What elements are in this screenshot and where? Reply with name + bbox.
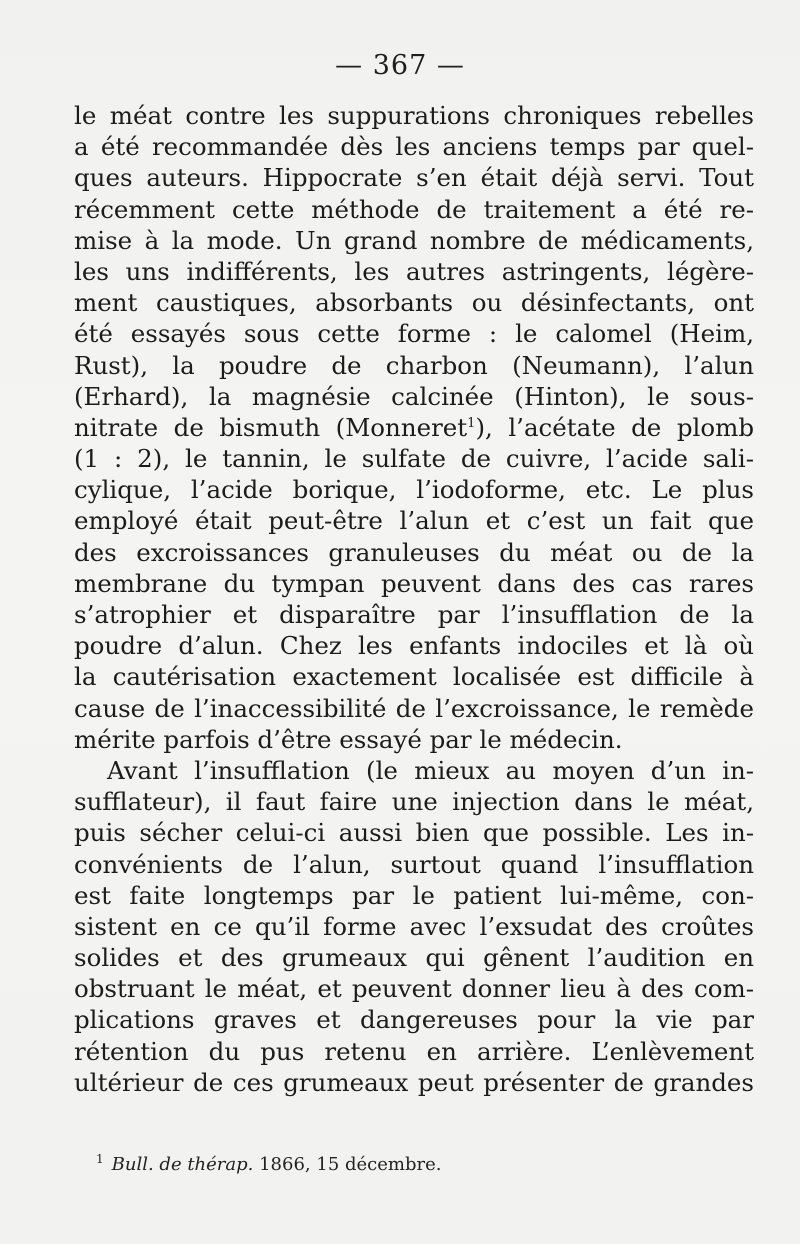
text-segment: nitrate de bismuth (Monneret	[74, 412, 468, 442]
text-line: Rust), la poudre de charbon (Neumann), l’alun	[74, 350, 754, 380]
text-line: ques auteurs. Hippocrate s’en était déjà servi. Tout	[74, 163, 754, 193]
text-line: les uns indifférents, les autres astringents, légère-	[74, 256, 754, 286]
footnote	[96, 1152, 441, 1175]
text-line-paragraph-end: mérite parfois d’être essayé par le médecin.	[74, 724, 623, 754]
text-line: plications graves et dangereuses pour la vie par	[74, 1005, 754, 1035]
text-line: sufflateur), il faut faire une injection dans le méat,	[74, 787, 754, 817]
text-line: cause de l’inaccessibilité de l’excroissance, le remède	[74, 693, 754, 723]
text-line: récemment cette méthode de traitement a été re-	[74, 194, 754, 224]
body-text	[74, 100, 754, 1098]
text-line: ment caustiques, absorbants ou désinfectants, ont	[74, 288, 754, 318]
text-line-with-note	[74, 412, 754, 443]
text-line: membrane du tympan peuvent dans des cas rares	[74, 568, 754, 598]
text-line: employé était peut-être l’alun et c’est un fait que	[74, 506, 754, 536]
text-line: mise à la mode. Un grand nombre de médicaments,	[74, 225, 754, 255]
text-line: cylique, l’acide borique, l’iodoforme, etc. Le plus	[74, 475, 754, 505]
text-line-paragraph-start: Avant l’insufflation (le mieux au moyen d’un in-	[107, 755, 754, 785]
text-line: convénients de l’alun, surtout quand l’insufflation	[74, 849, 754, 879]
footnote-date: 1866, 15 décembre.	[259, 1154, 442, 1175]
text-line: ultérieur de ces grumeaux peut présenter de grandes	[74, 1067, 754, 1097]
text-line: s’atrophier et disparaître par l’insufflation de la	[74, 600, 754, 629]
text-line: poudre d’alun. Chez les enfants indociles et là où	[74, 631, 754, 661]
footnote-reference: 1	[467, 415, 476, 431]
text-line: solides et des grumeaux qui gênent l’audition en	[74, 943, 754, 973]
text-line: (Erhard), la magnésie calcinée (Hinton), le sous-	[74, 381, 754, 411]
footnote-journal: Bull. de thérap.	[111, 1154, 254, 1175]
page-number: — 367 —	[335, 50, 465, 81]
text-line: puis sécher celui-ci aussi bien que possible. Les in-	[74, 818, 754, 848]
text-line: la cautérisation exactement localisée est difficile à	[74, 662, 754, 692]
text-line: (1 : 2), le tannin, le sulfate de cuivre, l’acide sali-	[74, 444, 754, 474]
text-line: a été recommandée dès les anciens temps par quel-	[74, 132, 754, 162]
text-line: rétention du pus retenu en arrière. L’enlèvement	[74, 1036, 754, 1066]
text-line: sistent en ce qu’il forme avec l’exsudat des croûtes	[74, 911, 754, 941]
text-line: le méat contre les suppurations chroniques rebelles	[74, 101, 754, 130]
text-segment: ), l’acétate de plomb	[475, 412, 755, 442]
text-line: des excroissances granuleuses du méat ou de la	[74, 537, 754, 567]
text-line: est faite longtemps par le patient lui-même, con-	[74, 880, 754, 910]
text-line: obstruant le méat, et peuvent donner lieu à des com-	[74, 974, 754, 1004]
footnote-mark: 1	[96, 1152, 104, 1166]
text-line: été essayés sous cette forme : le calomel (Heim,	[74, 319, 754, 349]
